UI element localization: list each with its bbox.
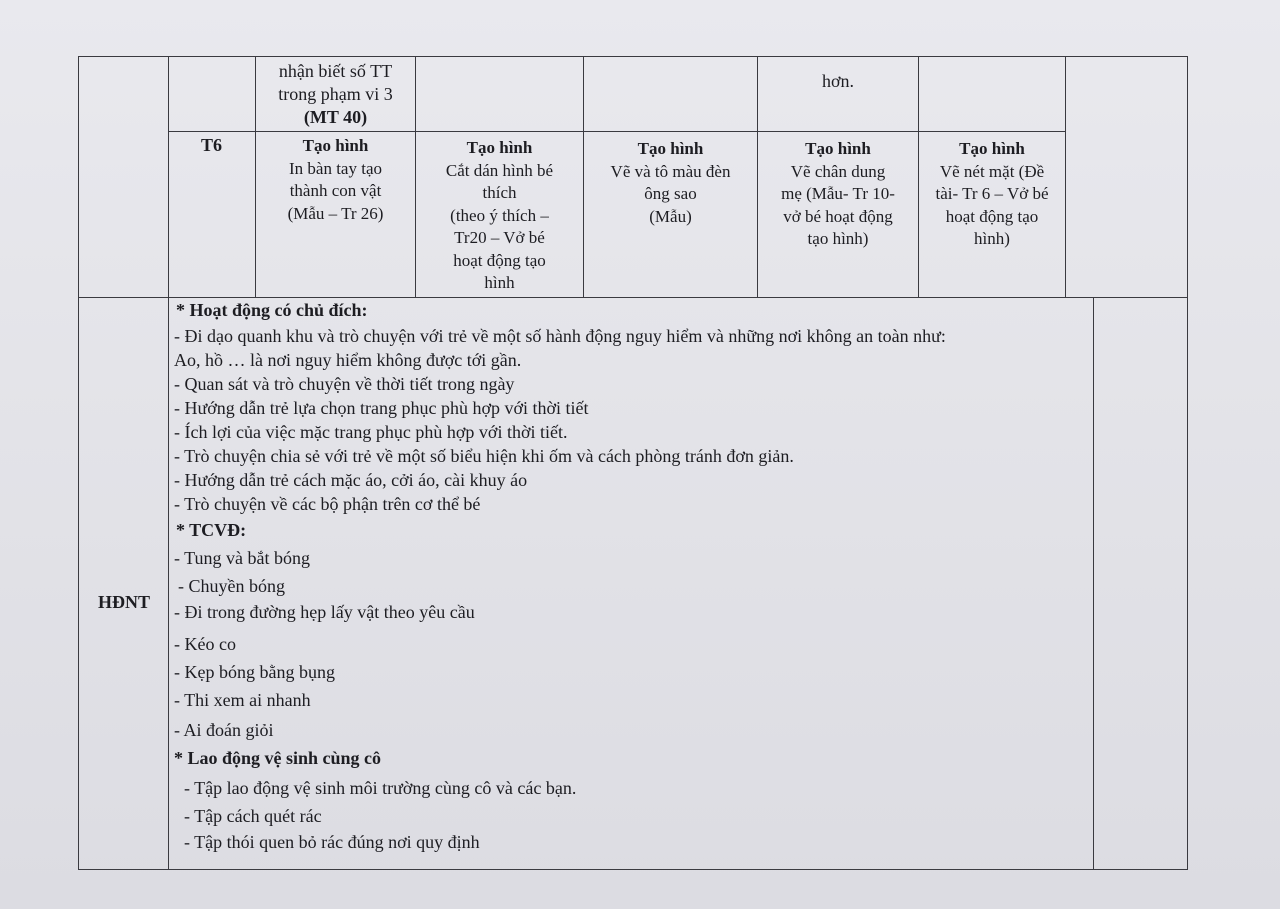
hdnt-line: * Lao động vệ sinh cùng cô: [174, 748, 382, 768]
t6-cell-5-line: Vẽ nét mặt (Đề: [939, 161, 1045, 181]
row-divider-hdnt: [78, 297, 1188, 298]
hdnt-line: - Đi dạo quanh khu và trò chuyện với trẻ về một số hành động nguy hiểm và những nơi không an toàn như:: [174, 326, 946, 346]
t6-cell-2-line: hoạt động tạo: [453, 250, 546, 270]
hdnt-line: - Trò chuyện về các bộ phận trên cơ thể bé: [174, 494, 481, 514]
t6-cell-1-line: thành con vật: [289, 181, 382, 200]
t6-cell-3: [584, 138, 757, 228]
t6-cell-2-title: Tạo hình: [466, 138, 533, 157]
t6-day-label: [168, 134, 255, 157]
col-divider-7: [1065, 56, 1066, 298]
hdnt-label: HĐNT: [97, 592, 150, 612]
t6-cell-2-line: thích: [482, 183, 517, 202]
hdnt-line: - Hướng dẫn trẻ lựa chọn trang phục phù hợp với thời tiết: [174, 398, 589, 418]
t6-cell-3-line: Vẽ và tô màu đèn: [610, 161, 731, 181]
t6-cell-4-line: mẹ (Mẫu- Tr 10-: [781, 184, 895, 203]
t6-cell-3-title: Tạo hình: [637, 139, 704, 158]
t6-cell-1-line: (Mẫu – Tr 26): [287, 203, 384, 223]
hdnt-line: - Quan sát và trò chuyện về thời tiết trong ngày: [174, 374, 515, 394]
prev-col6-text: hơn.: [821, 71, 855, 91]
col-divider-1: [168, 56, 169, 870]
t6-cell-4-line: vở bé hoạt động: [783, 206, 893, 226]
col-divider-right: [1093, 298, 1094, 870]
prev-col3-line1: nhận biết số TT: [278, 61, 393, 81]
t6-cell-3-line: ông sao: [644, 184, 697, 203]
prev-col3-line3: (MT 40): [303, 107, 368, 127]
t6-cell-1: [256, 135, 415, 225]
t6-cell-3-line: (Mẫu): [649, 206, 692, 226]
hdnt-line: - Kẹp bóng bằng bụng: [174, 662, 335, 682]
hdnt-line: * Hoạt động có chủ đích:: [176, 300, 368, 320]
t6-cell-4-title: Tạo hình: [805, 139, 871, 158]
prev-col3-line2: trong phạm vi 3: [278, 84, 393, 104]
t6-cell-4-line: Vẽ chân dung: [790, 161, 886, 181]
hdnt-line: - Tập thói quen bỏ rác đúng nơi quy định: [184, 832, 480, 852]
t6-day-text: T6: [200, 135, 222, 155]
hdnt-line: - Đi trong đường hẹp lấy vật theo yêu cầu: [174, 602, 475, 622]
t6-cell-4: [758, 138, 918, 251]
hdnt-line: - Kéo co: [174, 634, 236, 654]
t6-cell-4-line: tạo hình): [807, 229, 869, 248]
t6-cell-2-line: Tr20 – Vở bé: [454, 228, 545, 247]
t6-cell-5-title: Tạo hình: [959, 139, 1025, 158]
hdnt-line: - Tập lao động vệ sinh môi trường cùng cô và các bạn.: [184, 778, 577, 798]
hdnt-line: - Hướng dẫn trẻ cách mặc áo, cởi áo, cài khuy áo: [174, 470, 528, 490]
hdnt-line: Ao, hồ … là nơi nguy hiểm không được tới gần.: [174, 350, 522, 370]
t6-cell-5: [919, 138, 1065, 251]
t6-cell-1-line: In bàn tay tạo: [289, 158, 382, 178]
prev-row-col3: [256, 60, 415, 129]
t6-cell-2: [416, 137, 583, 295]
hdnt-line: - Trò chuyện chia sẻ với trẻ về một số biểu hiện khi ốm và cách phòng tránh đơn giản.: [174, 446, 794, 466]
t6-cell-2-line: (theo ý thích –: [450, 205, 549, 225]
hdnt-line: - Ích lợi của việc mặc trang phục phù hợp với thời tiết.: [174, 422, 568, 442]
hdnt-line: - Ai đoán giỏi: [174, 720, 274, 740]
hdnt-line: - Tập cách quét rác: [184, 806, 322, 826]
t6-cell-5-line: tài- Tr 6 – Vở bé: [935, 184, 1049, 203]
t6-cell-5-line: hoạt động tạo: [945, 206, 1039, 226]
t6-cell-5-line: hình): [974, 229, 1010, 248]
t6-cell-2-line: Cắt dán hình bé: [445, 160, 554, 180]
row-divider-top: [168, 131, 1065, 132]
t6-cell-1-title: Tạo hình: [302, 136, 369, 155]
hdnt-line: - Tung và bắt bóng: [174, 548, 311, 568]
t6-cell-2-line: hình: [484, 273, 515, 292]
hdnt-line: - Chuyền bóng: [178, 576, 285, 596]
prev-row-col6: [758, 70, 918, 93]
hdnt-line: * TCVĐ:: [176, 520, 247, 540]
hdnt-line: - Thi xem ai nhanh: [174, 690, 311, 710]
